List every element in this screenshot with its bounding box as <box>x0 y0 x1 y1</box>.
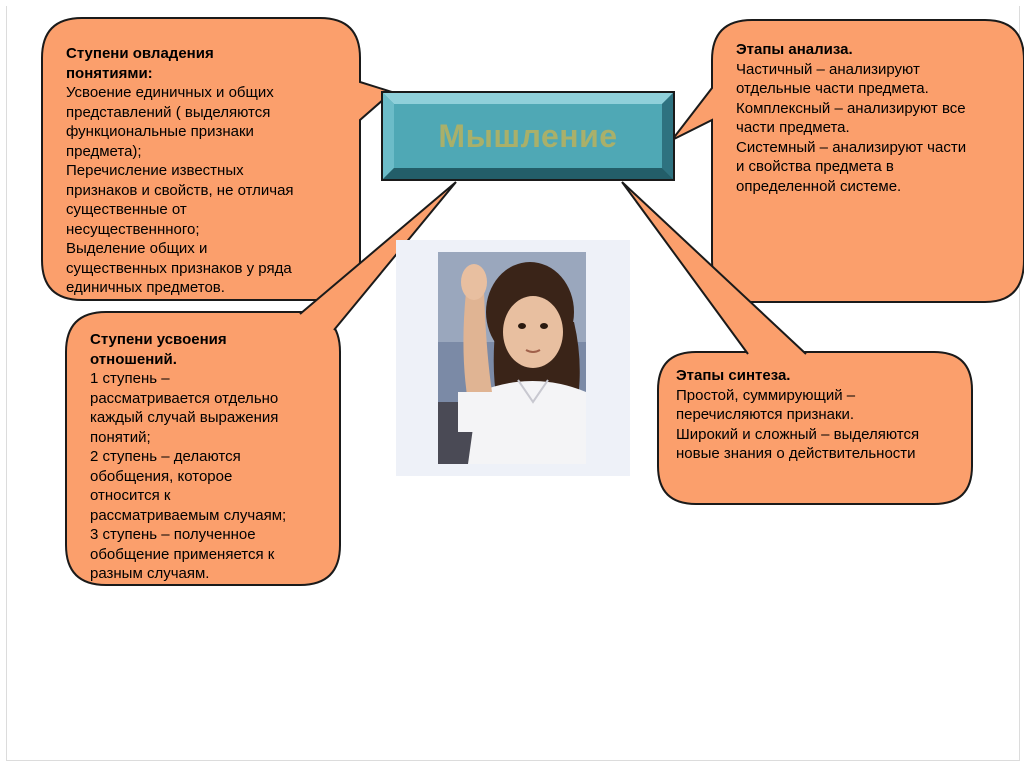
synthesis-line: новые знания о действительности <box>676 445 916 462</box>
analysis-line: Частичный – анализируют <box>736 60 920 78</box>
diagram-title: Мышление <box>438 117 618 154</box>
synthesis-text <box>676 366 968 464</box>
concepts-line: несущественнного; <box>66 220 200 238</box>
relations-line: 1 ступень – <box>90 370 170 387</box>
concepts-line: Усвоение единичных и общих <box>66 84 274 101</box>
synthesis-line: Широкий и сложный – выделяются <box>676 425 920 443</box>
relations-line: рассматриваемым случаям; <box>90 506 287 524</box>
concepts-line: существенные от <box>66 201 187 218</box>
concepts-line: функциональные признаки <box>66 123 254 140</box>
concepts-line: единичных предметов. <box>66 279 225 296</box>
concepts-text <box>66 44 346 298</box>
concepts-line: представлений ( выделяются <box>66 103 271 121</box>
relations-line: разным случаям. <box>90 565 210 582</box>
concepts-line: признаков и свойств, не отличая <box>66 181 294 199</box>
relations-line: понятий; <box>90 428 151 446</box>
concepts-line: Выделение общих и <box>66 240 208 257</box>
concepts-line: Перечисление известных <box>66 162 244 179</box>
concepts-line: предмета); <box>66 142 142 160</box>
analysis-line: части предмета. <box>736 119 850 136</box>
synthesis-heading: Этапы синтеза. <box>676 367 791 384</box>
analysis-text <box>736 40 1016 196</box>
relations-text <box>90 330 340 584</box>
concepts-line: существенных признаков у ряда <box>66 259 292 277</box>
synthesis-line: перечисляются признаки. <box>676 406 855 423</box>
synthesis-line: Простой, суммирующий – <box>676 386 856 404</box>
relations-line: обобщение применяется к <box>90 545 275 563</box>
relations-line: 2 ступень – делаются <box>90 448 241 465</box>
analysis-line: Комплексный – анализируют все <box>736 99 966 117</box>
concepts-heading: Ступени овладения понятиями: <box>66 45 214 82</box>
analysis-heading: Этапы анализа. <box>736 41 853 58</box>
analysis-line: Системный – анализируют части <box>736 138 967 156</box>
relations-line: 3 ступень – полученное <box>90 526 256 543</box>
analysis-line: отдельные части предмета. <box>736 80 929 97</box>
analysis-line: и свойства предмета в <box>736 158 894 175</box>
relations-line: обобщения, которое <box>90 467 233 485</box>
child-photo <box>438 252 586 464</box>
analysis-line: определенной системе. <box>736 177 902 195</box>
relations-line: каждый случай выражения <box>90 409 279 426</box>
relations-heading: Ступени усвоения отношений. <box>90 331 227 368</box>
relations-line: относится к <box>90 487 171 504</box>
relations-line: рассматривается отдельно <box>90 389 279 407</box>
